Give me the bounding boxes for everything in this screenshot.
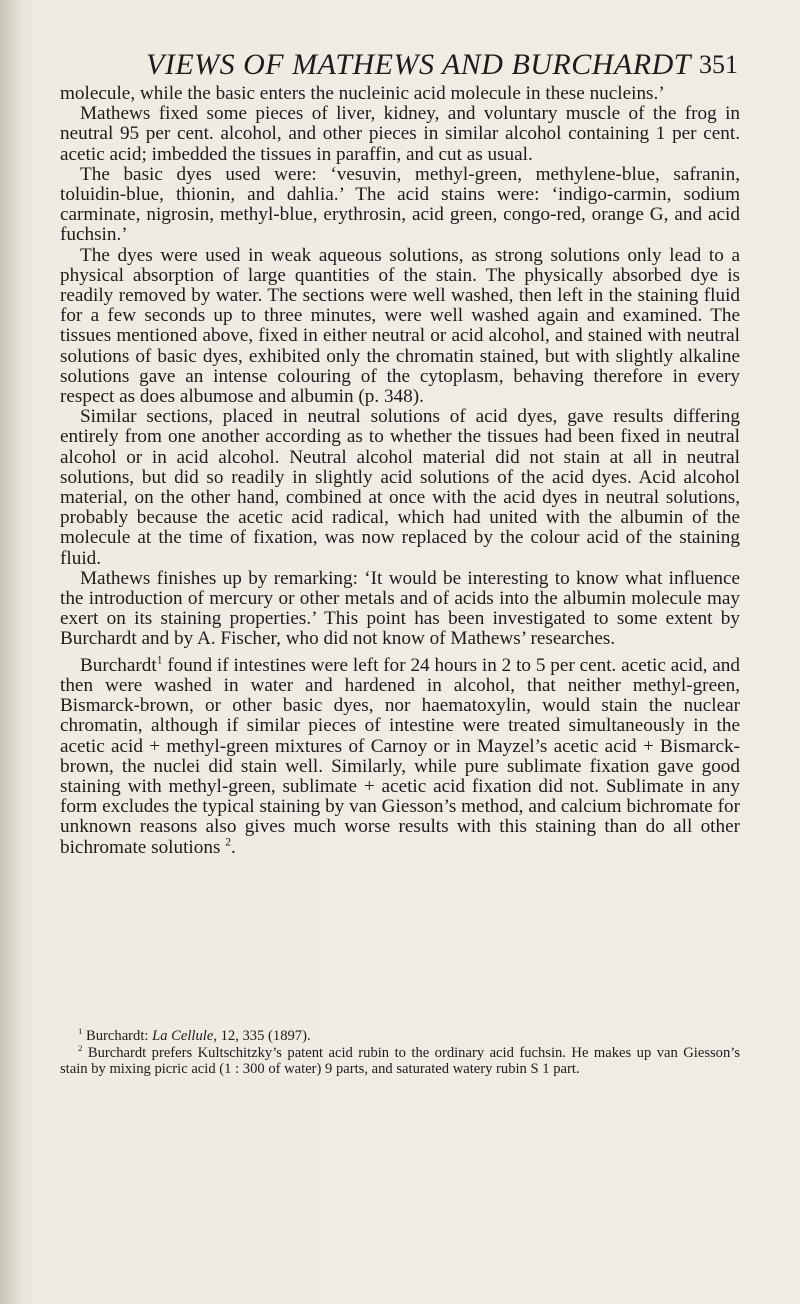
paragraph-text: found if intestines were left for 24 hours in 2 to 5 per cent. acetic acid, and then were washed in water and hardened in alcohol, that neither methyl-green, Bismarck-brown, or other basic dyes, nor haematoxylin, would stain the nuclear chromatin, although if similar pieces of intestine were treated simultaneously in the acetic acid + methyl-green mixtures of Carnoy or in Mayzel’s acetic acid + Bismarck-brown, the nuclei did stain well. Similarly, while pure sublimate fixation gave good staining with methyl-green, sublimate + acetic acid fixation did not. Sublimate in any form excludes the typical staining by van Giesson’s method, and calcium bichromate for unknown reasons also gives much worse results with this staining than do all other bichromate solutions [60, 654, 740, 858]
footnotes [60, 1028, 740, 1078]
body-text [60, 84, 740, 858]
page-binding-shadow [0, 0, 22, 1304]
paragraph: Similar sections, placed in neutral solutions of acid dyes, gave results differing entirely from one another according as to whether the tissues had been fixed in neutral alcohol or in acid alcohol. Neutral alcohol material did not stain at all in neutral solutions, but did so readily in slightly acid solutions of the acid dyes. Acid alcohol material, on the other hand, combined at once with the acid dyes in neutral solutions, probably because the acetic acid radical, which had united with the albumin of the molecule at the time of fixation, was now replaced by the colour acid of the staining fluid. [60, 406, 740, 569]
author-name: Burchardt [80, 654, 157, 676]
footnote-text: Burchardt: [82, 1028, 153, 1044]
paragraph-burchardt [60, 656, 740, 858]
footnote-text: Burchardt prefers Kultschitzky’s patent acid rubin to the ordinary acid fuchsin. He makes up van Giesson’s stain by mixing picric acid (1 : 300 of water) 9 parts, and saturated watery rubin S 1 part. [60, 1044, 740, 1077]
footnote-mark: 1 [78, 1026, 83, 1037]
page-header [60, 42, 740, 86]
footnote-ref: 1 [156, 654, 163, 667]
page-number: 351 [699, 50, 738, 79]
paragraph-text: . [230, 836, 236, 858]
paragraph: molecule, while the basic enters the nucleinic acid molecule in these nucleins.’ [60, 83, 665, 104]
footnote [60, 1028, 740, 1045]
paragraph: Mathews finishes up by remarking: ‘It would be interesting to know what influence the introduction of mercury or other metals and of acids into the albumin molecule may exert on its staining properties.’ This point has been investigated to some extent by Burchardt and by A. Fischer, who did not know of Mathews’ researches. [60, 567, 740, 650]
footnote [60, 1042, 740, 1078]
paragraph: Mathews fixed some pieces of liver, kidney, and voluntary muscle of the frog in neutral 95 per cent. alcohol, and other pieces in similar alcohol containing 1 per cent. acetic acid; imbedded the tissues in paraffin, and cut as usual. [60, 103, 740, 165]
running-title: VIEWS OF MATHEWS AND BURCHARDT [146, 48, 691, 81]
footnote-ref: 2 [225, 836, 231, 849]
journal-title: La Cellule [152, 1028, 214, 1044]
footnote-text: , 12, 335 (1897). [213, 1028, 311, 1044]
footnote-mark: 2 [78, 1042, 83, 1053]
paragraph: The basic dyes used were: ‘vesuvin, methyl-green, methylene-blue, safranin, toluidin-blue, thionin, and dahlia.’ The acid stains were: ‘indigo-carmin, sodium carminate, nigrosin, methyl-blue, erythrosin, acid green, congo-red, orange G, and acid fuchsin.’ [60, 163, 740, 246]
paragraph: The dyes were used in weak aqueous solutions, as strong solutions only lead to a physical absorption of large quantities of the stain. The physically absorbed dye is readily removed by water. The sections were well washed, then left in the staining fluid for a few seconds up to three minutes, were well washed again and examined. The tissues mentioned above, fixed in either neutral or acid alcohol, and stained with neutral solutions of basic dyes, exhibited only the chromatin stained, but with slightly alkaline solutions gave an intense colouring of the cytoplasm, behaving therefore in every respect as does albumose and albumin (p. 348). [60, 244, 740, 408]
